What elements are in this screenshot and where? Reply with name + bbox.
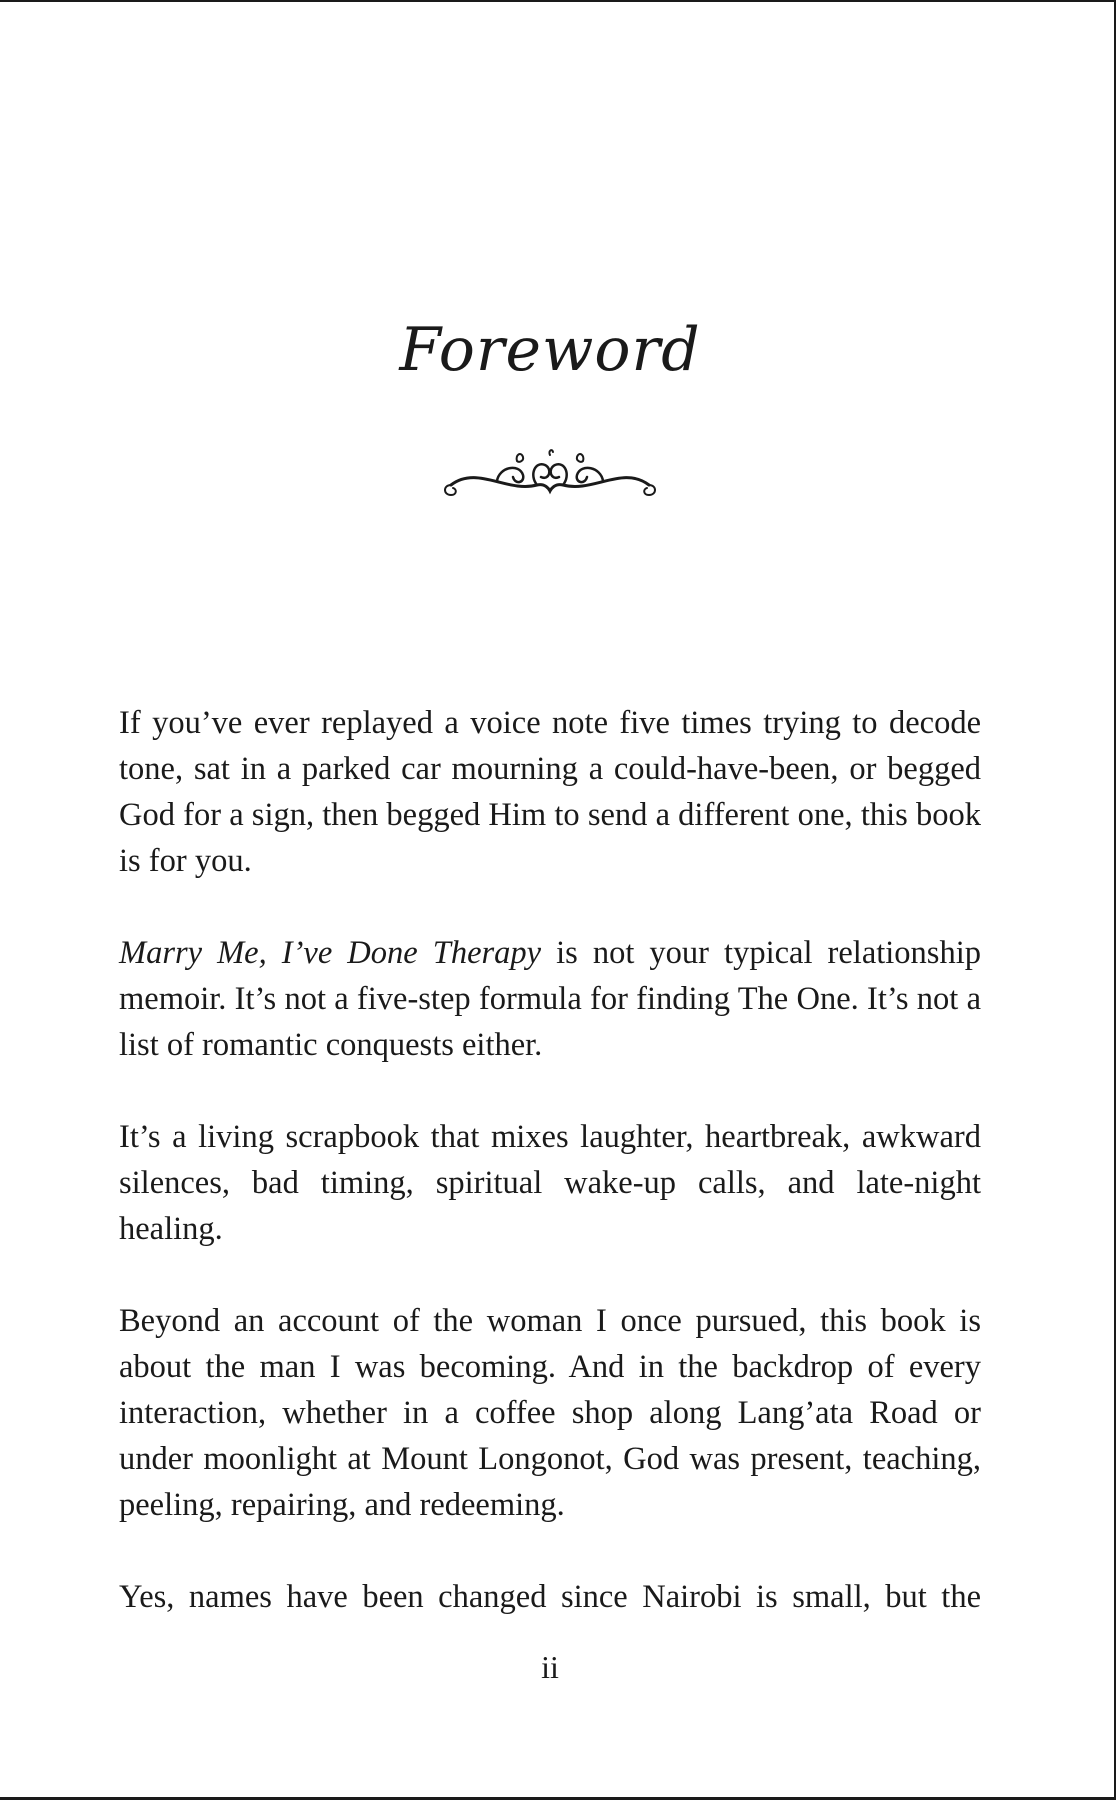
paragraph-3: It’s a living scrapbook that mixes laughter, heartbreak, awkward silences, bad timing, spiritual wake-up calls, and late-night healing. xyxy=(119,1119,981,1247)
book-title-italic: Marry Me, I’ve Done Therapy xyxy=(119,935,542,971)
flourish-divider-icon xyxy=(437,445,663,503)
page-number: ii xyxy=(541,1649,559,1685)
paragraph-2 xyxy=(119,930,981,1068)
chapter-title: Foreword xyxy=(399,315,701,385)
paragraph-1: If you’ve ever replayed a voice note five times trying to decode tone, sat in a parked car mourning a could-have-been, or begged God for a sign, then begged Him to send a different one, this book is for you. xyxy=(119,705,981,879)
body-text xyxy=(119,700,981,1620)
paragraph-5: Yes, names have been changed since Nairobi is small, but the xyxy=(119,1579,981,1615)
paragraph-4: Beyond an account of the woman I once pursued, this book is about the man I was becoming. And in the backdrop of every interaction, whether in a coffee shop along Lang’ata Road or under moonlight at Mount Longonot, God was present, teaching, peeling, repairing, and redeeming. xyxy=(119,1303,981,1523)
paragraph-2-text: is not your typical relationship memoir. It’s not a five-step formula for finding The One. It’s not a list of romantic conquests either. xyxy=(119,935,981,1063)
